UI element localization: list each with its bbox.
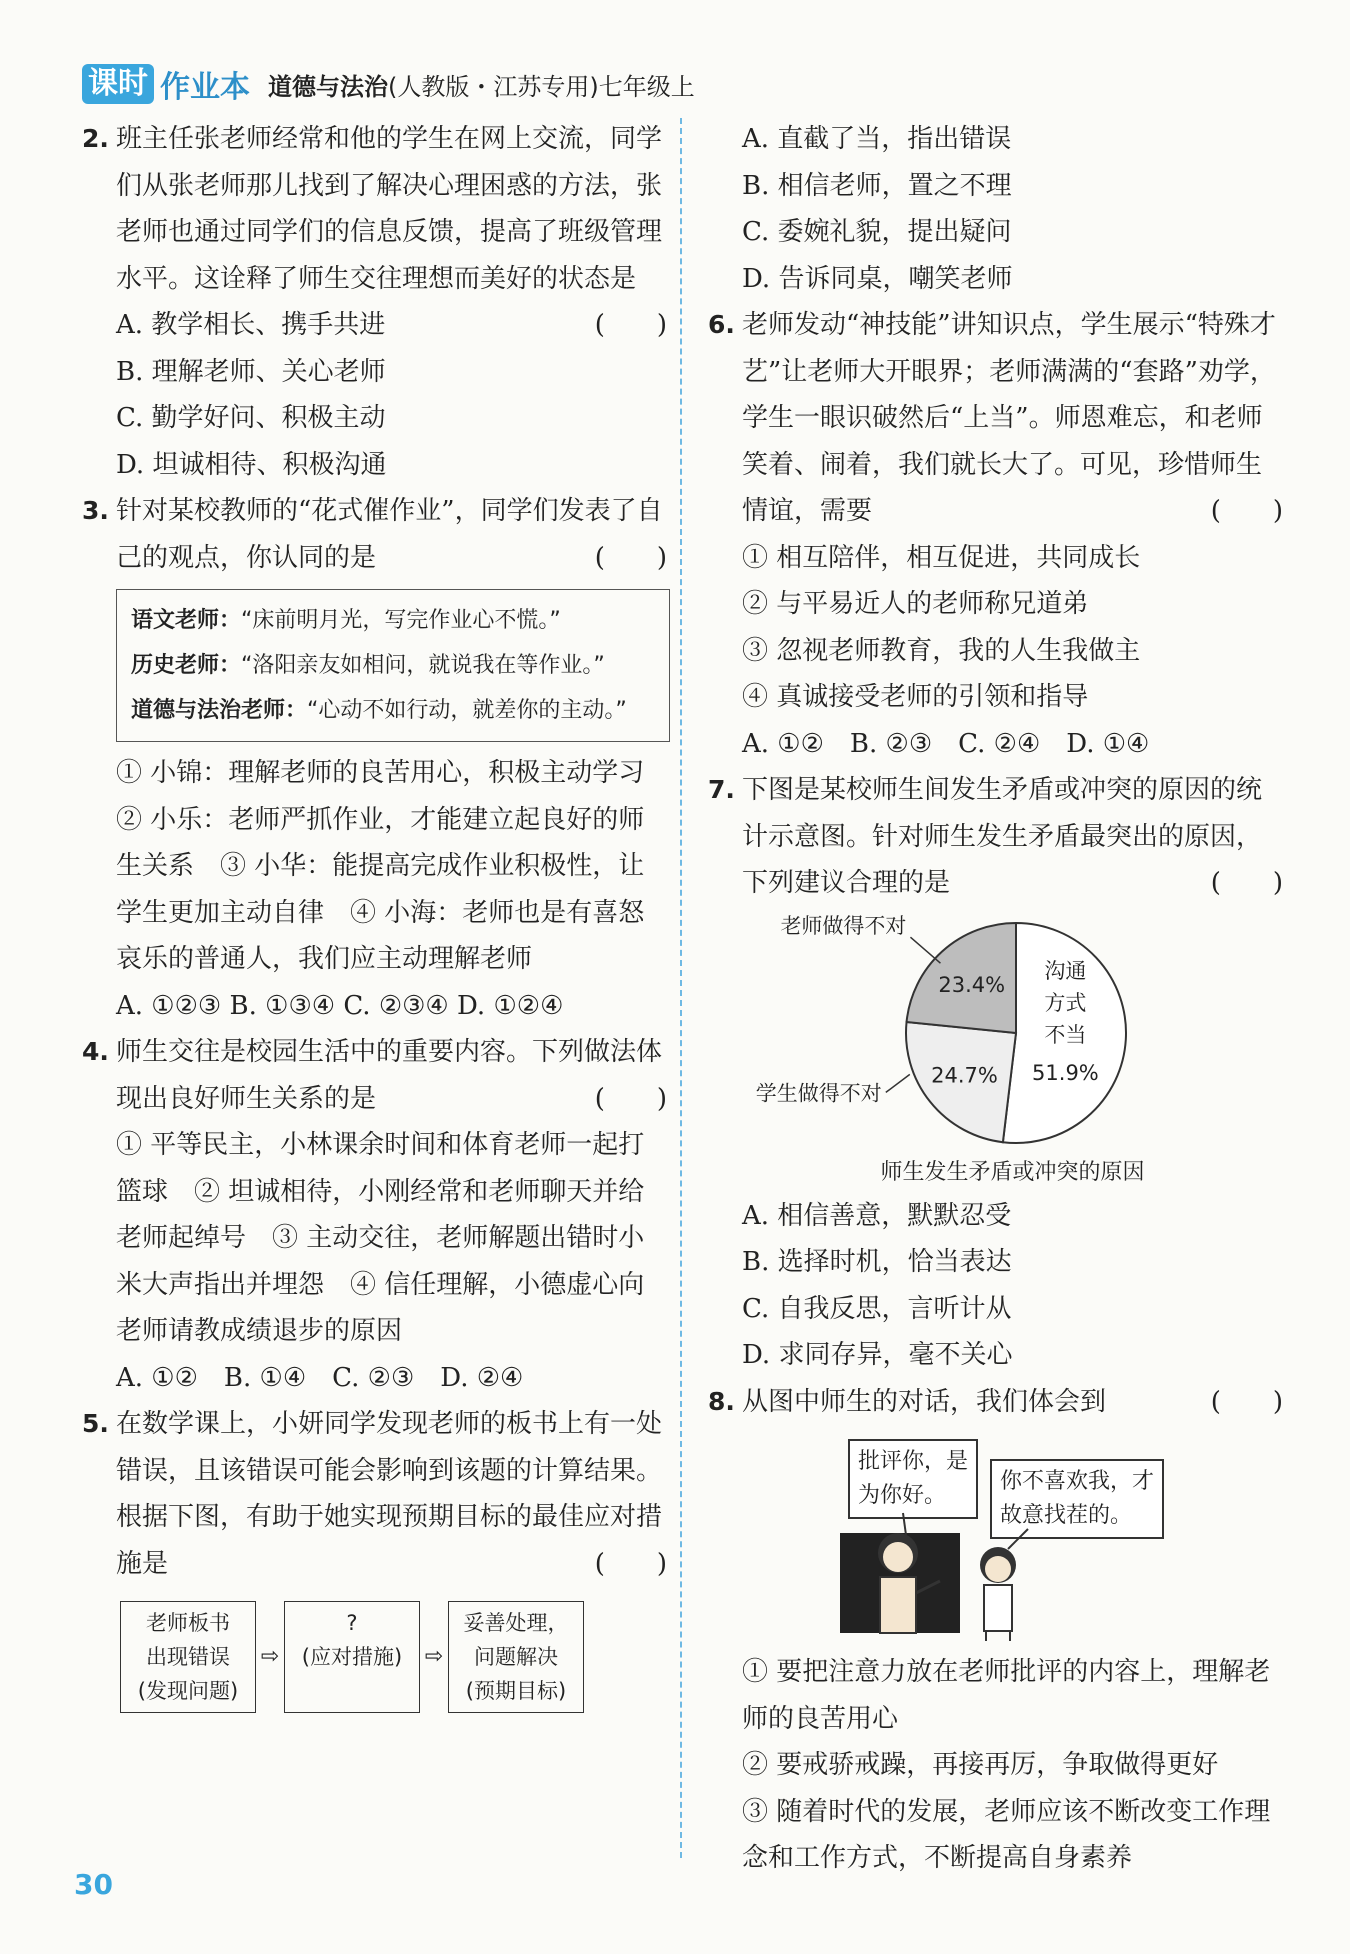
pie-leader-1 [886,1074,910,1092]
question-number: 6. [708,310,735,339]
question-number: 7. [708,775,735,804]
statements: ① 平等民主，小林课余时间和体育老师一起打篮球 ② 坦诚相待，小刚经常和老师聊天并给老师起绰号 ③ 主动交往，老师解题出错时小米大声指出并埋怨 ④ 信任理解，小德虚心向老师请教成绩退步的原因 [116,1130,645,1346]
statement-1: ① 要把注意力放在老师批评的内容上，理解老师的良苦用心 [742,1657,1271,1734]
flow-box-measure: ? (应对措施) [284,1601,420,1713]
question-6 [708,302,1283,535]
flow-box-goal: 妥善处理， 问题解决 (预期目标) [448,1601,584,1713]
pie-label-2: 老师做得不对 [780,913,907,938]
quote-ethics-teacher: 道德与法治老师：“心动不如行动，就差你的主动。” [131,698,627,723]
statement-1: ① 相互陪伴，相互促进，共同成长 [742,542,1141,573]
answer-choices[interactable]: A. ①②③ B. ①③④ C. ②③④ D. ①②④ [116,990,564,1021]
teacher-quotes-box [116,589,670,742]
answer-blank[interactable]: ( ) [594,542,667,573]
right-column [708,116,1283,1882]
quote-chinese-teacher: 语文老师：“床前明月光，写完作业心不慌。” [131,608,561,633]
option-a[interactable]: A. 教学相长、携手共进 [116,310,386,340]
pie-leader-2 [910,937,940,963]
statement-4: ④ 真诚接受老师的引领和指导 [742,682,1089,712]
answer-choices[interactable]: A. ①② B. ②③ C. ②④ D. ①④ [742,728,1150,759]
flow-diagram [120,1601,667,1713]
option-d[interactable]: D. 告诉同桌，嘲笑老师 [742,263,1013,294]
answer-blank[interactable]: ( ) [1210,496,1283,526]
answer-blank[interactable]: ( ) [1210,1386,1283,1417]
subject-name: 道德与法治 [268,72,388,101]
question-stem: 在数学课上，小妍同学发现老师的板书上有一处错误，且该错误可能会影响到该题的计算结果。根据下图，有助于她实现预期目标的最佳应对措施是 [116,1409,663,1579]
quote-history-teacher: 历史老师：“洛阳亲友如相问，就说我在等作业。” [131,653,605,678]
question-number: 3. [82,496,109,525]
answer-blank[interactable]: ( ) [594,1083,667,1114]
pie-label-1: 学生做得不对 [755,1080,882,1105]
chart-title: 师生发生矛盾或冲突的原因 [880,1159,1145,1185]
option-b[interactable]: B. 相信老师，置之不理 [742,170,1012,201]
option-d[interactable]: D. 求同存异，毫不关心 [742,1340,1013,1370]
edition-info: (人教版・江苏专用)七年级上 [388,72,695,101]
statement-2: ② 要戒骄戒躁，再接再厉，争取做得更好 [742,1750,1219,1780]
page-number: 30 [74,1868,113,1901]
column-divider [680,118,682,1858]
pie-value-0: 51.9% [1032,1060,1099,1085]
option-b[interactable]: B. 理解老师、关心老师 [116,356,386,387]
question-stem: 班主任张老师经常和他的学生在网上交流，同学们从张老师那儿找到了解决心理困惑的方法，张老师也通过同学们的信息反馈，提高了班级管理水平。这诠释了师生交往理想而美好的状态是 [116,124,663,294]
left-column [82,116,671,1713]
question-number: 2. [82,124,109,153]
option-c[interactable]: C. 自我反思，言听计从 [742,1293,1012,1324]
answer-blank[interactable]: ( ) [594,1548,667,1579]
pie-label-0: 方式 [1044,990,1087,1015]
question-number: 4. [82,1037,109,1066]
answer-choices[interactable]: A. ①② B. ①④ C. ②③ D. ②④ [116,1362,524,1393]
question-3 [82,488,667,581]
option-b[interactable]: B. 选择时机，恰当表达 [742,1247,1012,1277]
statement-2: ② 与平易近人的老师称兄道弟 [742,589,1089,619]
teacher-speech-bubble: 批评你，是 为你好。 [848,1439,978,1519]
flow-arrow-icon: ⇨ [424,1644,444,1669]
logo-zuoyeben: 作业本 [160,70,250,105]
question-stem: 从图中师生的对话，我们体会到 [742,1386,1107,1417]
pie-value-2: 23.4% [938,972,1006,997]
flow-box-problem: 老师板书 出现错误 (发现问题) [120,1601,256,1713]
question-4 [82,1029,667,1122]
page-header [82,62,695,106]
question-number: 5. [82,1409,109,1438]
question-5 [82,1401,667,1587]
answer-blank[interactable]: ( ) [1210,868,1283,898]
question-stem: 老师发动“神技能”讲知识点，学生展示“特殊才艺”让老师大开眼界；老师满满的“套路”劝学，学生一眼识破然后“上当”。师恩难忘，和老师笑着、闹着，我们就长大了。可见，珍惜师生情谊，需要 [742,310,1276,526]
option-c[interactable]: C. 勤学好问、积极主动 [116,403,386,433]
logo-keshi: 课时 [82,64,154,104]
option-a[interactable]: A. 直截了当，指出错误 [742,124,1012,154]
option-c[interactable]: C. 委婉礼貌，提出疑问 [742,217,1012,247]
question-number: 8. [708,1386,735,1416]
series-logo [82,64,250,104]
statements: ① 小锦：理解老师的良苦用心，积极主动学习 ② 小乐：老师严抓作业，才能建立起良好的师生关系 ③ 小华：能提高完成作业积极性，让学生更加主动自律 ④ 小海：老师也是有喜怒哀乐的普通人，我们应主动理解老师 [116,758,671,974]
option-d[interactable]: D. 坦诚相待、积极沟通 [116,449,387,480]
flow-arrow-icon: ⇨ [260,1644,280,1669]
statement-3: ③ 忽视老师教育，我的人生我做主 [742,635,1141,666]
pie-chart-svg [708,913,1283,1153]
answer-blank[interactable]: ( ) [594,310,667,340]
book-title [268,67,695,102]
statement-3: ③ 随着时代的发展，老师应该不断改变工作理念和工作方式，不断提高自身素养 [742,1796,1271,1873]
pie-label-0: 沟通 [1044,958,1087,983]
question-stem: 下图是某校师生间发生矛盾或冲突的原因的统计示意图。针对师生发生矛盾最突出的原因，下列建议合理的是 [742,775,1263,898]
question-stem: 师生交往是校园生活中的重要内容。下列做法体现出良好师生关系的是 [116,1037,663,1114]
pie-value-1: 24.7% [931,1062,998,1087]
student-figure [980,1547,1016,1641]
comic-illustration [708,1433,1283,1643]
student-speech-bubble: 你不喜欢我，才 故意找茬的。 [990,1459,1164,1539]
question-8 [708,1379,1283,1426]
pie-label-0: 不当 [1044,1022,1087,1047]
question-stem: 针对某校教师的“花式催作业”，同学们发表了自己的观点，你认同的是 [116,496,663,573]
option-a[interactable]: A. 相信善意，默默忍受 [742,1200,1012,1231]
question-7 [708,767,1283,907]
pie-chart [708,913,1283,1153]
teacher-student-comic [708,1433,1283,1643]
